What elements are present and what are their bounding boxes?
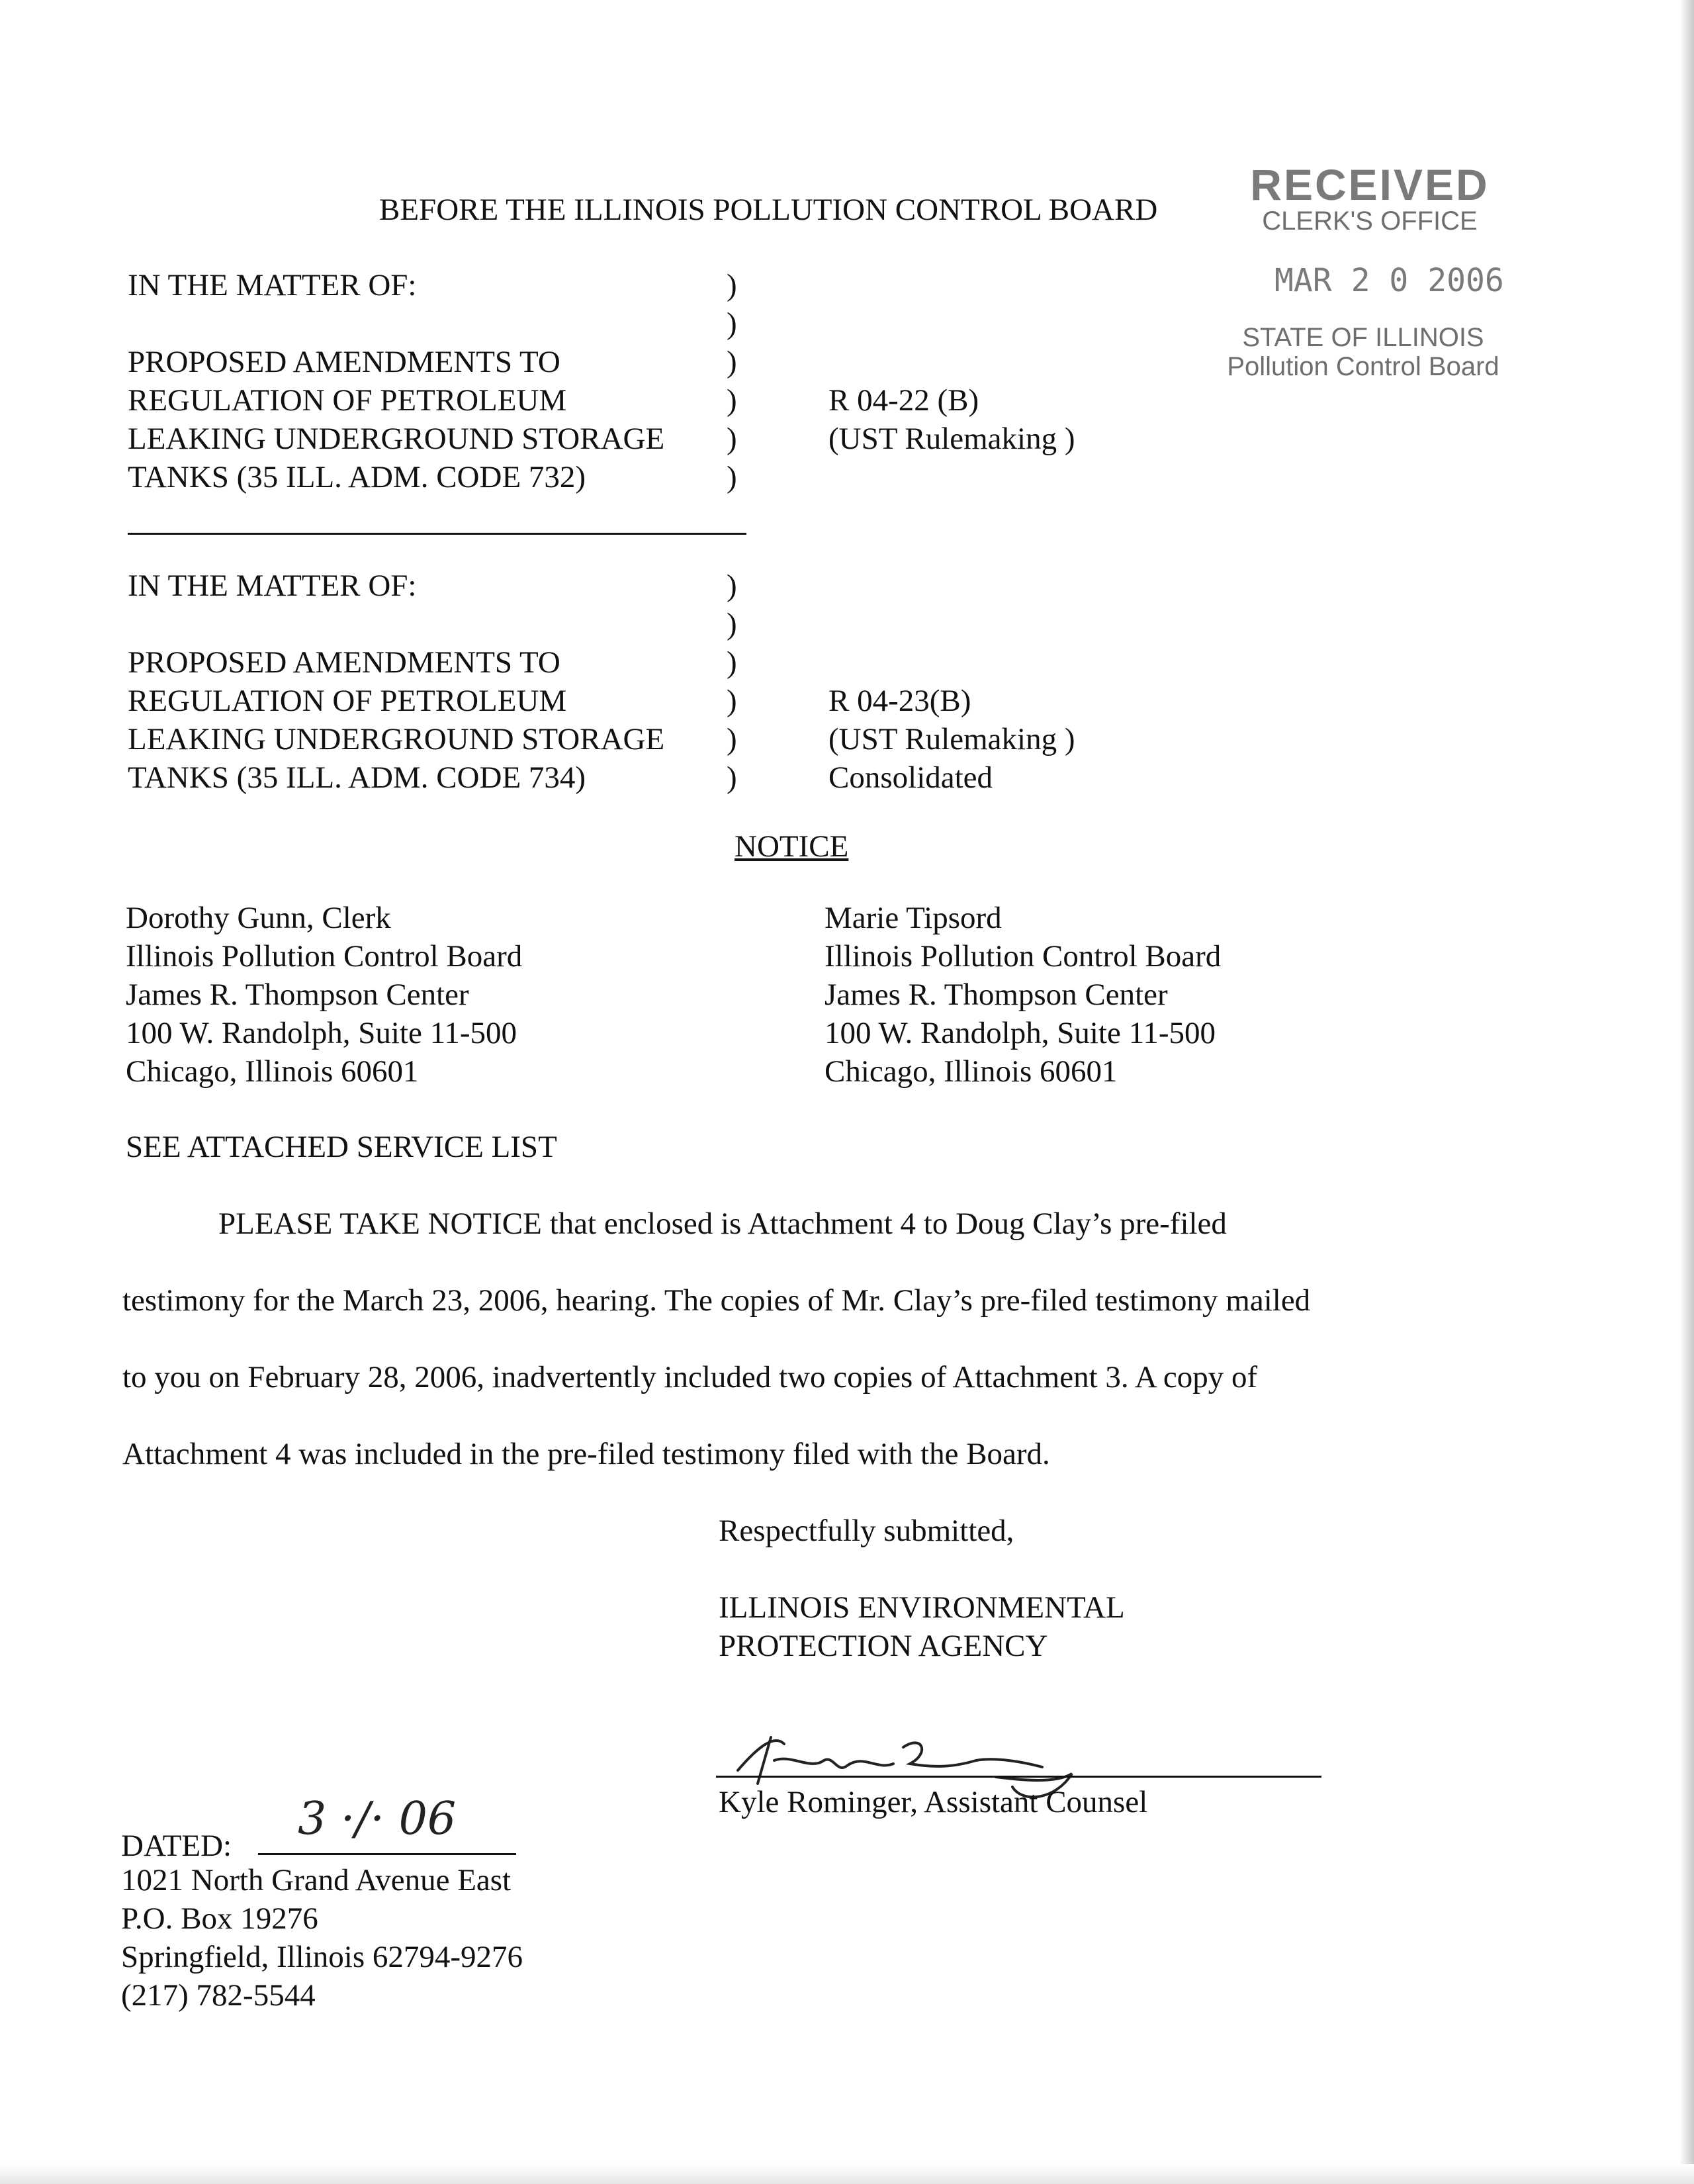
caption-2-line: REGULATION OF PETROLEUM <box>128 684 567 718</box>
caption-1-docket: R 04-22 (B) <box>828 383 979 418</box>
agency-line-1: ILLINOIS ENVIRONMENTAL <box>719 1590 1125 1625</box>
caption-1-line: REGULATION OF PETROLEUM <box>128 383 567 418</box>
body-line: to you on February 28, 2006, inadvertently included two copies of Attachment 3. A copy of <box>122 1360 1258 1394</box>
caption-1-line: PROPOSED AMENDMENTS TO <box>128 345 560 379</box>
scan-edge <box>1679 0 1694 2184</box>
caption-paren: ) <box>727 345 737 379</box>
service-list-note: SEE ATTACHED SERVICE LIST <box>126 1130 557 1164</box>
addressee-right <box>825 899 1221 1091</box>
addressee-line: James R. Thompson Center <box>126 978 469 1012</box>
stamp-clerks-office: CLERK'S OFFICE <box>1262 206 1478 236</box>
caption-2-consolidated: Consolidated <box>828 760 993 795</box>
caption-paren: ) <box>727 460 737 494</box>
caption-divider <box>128 533 746 535</box>
body-line: PLEASE TAKE NOTICE that enclosed is Attachment 4 to Doug Clay’s pre-filed <box>218 1206 1227 1241</box>
address-line: (217) 782-5544 <box>121 1978 316 2013</box>
stamp-board-block <box>1204 323 1522 381</box>
addressee-line: Illinois Pollution Control Board <box>126 939 523 974</box>
addressee-line: Dorothy Gunn, Clerk <box>126 901 391 935</box>
stamp-received: RECEIVED <box>1250 160 1490 209</box>
address-line: 1021 North Grand Avenue East <box>121 1863 512 1897</box>
addressee-line: 100 W. Randolph, Suite 11-500 <box>825 1016 1216 1050</box>
caption-2-line: TANKS (35 ILL. ADM. CODE 734) <box>128 760 586 795</box>
caption-paren: ) <box>727 684 737 718</box>
signature-line <box>716 1776 1321 1778</box>
board-title: BEFORE THE ILLINOIS POLLUTION CONTROL BOARD <box>379 193 1158 227</box>
caption-1-line: TANKS (35 ILL. ADM. CODE 732) <box>128 460 586 494</box>
caption-1-line: LEAKING UNDERGROUND STORAGE <box>128 422 665 456</box>
caption-paren: ) <box>727 722 737 756</box>
caption-2-docket: R 04-23(B) <box>828 684 971 718</box>
agency-line-2: PROTECTION AGENCY <box>719 1629 1048 1663</box>
address-line: P.O. Box 19276 <box>121 1901 318 1936</box>
body-line: testimony for the March 23, 2006, hearing. The copies of Mr. Clay’s pre-filed testimony mailed <box>122 1283 1311 1318</box>
addressee-line: Marie Tipsord <box>825 901 1002 935</box>
caption-2-line: PROPOSED AMENDMENTS TO <box>128 645 560 680</box>
dated-value: 3 ·/· 06 <box>298 1793 457 1845</box>
address-line: Springfield, Illinois 62794-9276 <box>121 1940 523 1974</box>
caption-paren: ) <box>727 306 737 341</box>
addressee-line: Illinois Pollution Control Board <box>825 939 1222 974</box>
received-stamp <box>1231 160 1509 236</box>
caption-1-matter: IN THE MATTER OF: <box>128 268 417 302</box>
caption-paren: ) <box>727 268 737 302</box>
caption-paren: ) <box>727 422 737 456</box>
dated-line <box>258 1853 516 1855</box>
stamp-date: MAR 2 0 2006 <box>1274 262 1504 299</box>
dated-label: DATED: <box>121 1829 232 1863</box>
addressee-line: James R. Thompson Center <box>825 978 1168 1012</box>
caption-2-line: LEAKING UNDERGROUND STORAGE <box>128 722 665 756</box>
notice-heading: NOTICE <box>735 829 849 864</box>
respectfully-submitted: Respectfully submitted, <box>719 1514 1014 1548</box>
agency-address <box>121 1861 523 2015</box>
stamp-state: STATE OF ILLINOIS <box>1242 323 1484 352</box>
caption-paren: ) <box>727 569 737 603</box>
body-line: Attachment 4 was included in the pre-filed testimony filed with the Board. <box>122 1437 1050 1471</box>
caption-paren: ) <box>727 760 737 795</box>
caption-2-docket-type: (UST Rulemaking ) <box>828 722 1075 756</box>
caption-2-matter: IN THE MATTER OF: <box>128 569 417 603</box>
scan-bottom-edge <box>0 2164 1694 2184</box>
caption-paren: ) <box>727 607 737 641</box>
caption-1-docket-type: (UST Rulemaking ) <box>828 422 1075 456</box>
addressee-line: 100 W. Randolph, Suite 11-500 <box>126 1016 517 1050</box>
caption-paren: ) <box>727 645 737 680</box>
addressee-line: Chicago, Illinois 60601 <box>126 1054 419 1089</box>
addressee-left <box>126 899 522 1091</box>
caption-paren: ) <box>727 383 737 418</box>
addressee-line: Chicago, Illinois 60601 <box>825 1054 1118 1089</box>
signer-name: Kyle Rominger, Assistant Counsel <box>719 1785 1148 1819</box>
stamp-board: Pollution Control Board <box>1227 352 1499 381</box>
